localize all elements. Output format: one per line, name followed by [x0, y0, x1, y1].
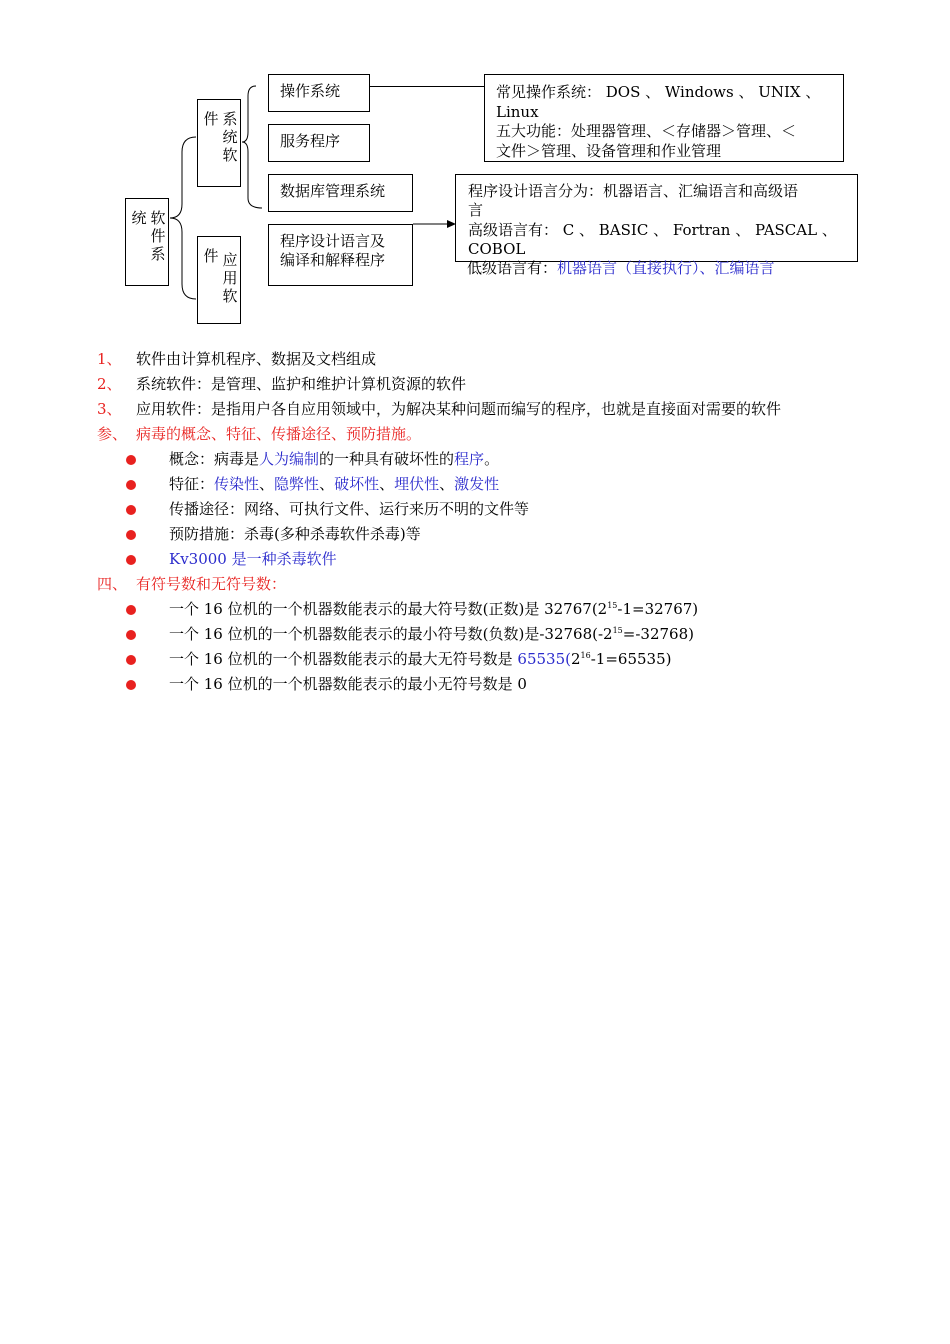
item-number: 3、	[97, 400, 122, 418]
bullet-icon	[126, 630, 136, 640]
language-label-line2: 编译和解释程序	[280, 251, 386, 269]
feature-5: 激发性	[454, 475, 500, 493]
concept-b: 人为编制	[259, 450, 320, 468]
bullet-icon	[126, 505, 136, 515]
os-note-line4: 文件＞管理、设备管理和作业管理	[496, 142, 722, 160]
bullet-text: 传播途径：网络、可执行文件、运行来历不明的文件等	[169, 500, 530, 518]
language-note-line4: COBOL	[468, 240, 526, 258]
concept-d: 程序	[454, 450, 485, 468]
service-box	[268, 124, 370, 162]
bullet-icon	[126, 455, 136, 465]
low-level-label: 低级语言有：	[467, 259, 558, 277]
language-note-line2: 言	[468, 201, 484, 219]
bullet-text	[169, 472, 499, 497]
bullet-text	[169, 622, 694, 647]
dbms-box	[268, 174, 413, 212]
feature-1: 传染性	[214, 475, 260, 493]
feature-label: 特征：	[169, 475, 215, 493]
os-box	[268, 74, 370, 112]
item-text: 软件由计算机程序、数据及文档组成	[136, 350, 377, 368]
section-number: 参、	[97, 425, 128, 443]
b1-pre: 一个 16 位机的一个机器数能表示的最大符号数(正数)是 32767(2	[169, 600, 608, 618]
b3-exponent: 16	[580, 651, 591, 660]
b3-pre: 一个 16 位机的一个机器数能表示的最大无符号数是	[169, 650, 518, 668]
language-note-line1: 程序设计语言分为：机器语言、汇编语言和高级语	[468, 182, 799, 200]
root-col1: 统	[131, 209, 147, 227]
b3-highlight: 65535(	[517, 650, 571, 668]
section-heading: 病毒的概念、特征、传播途径、预防措施。	[136, 425, 422, 443]
low-level-languages: 机器语言（直接执行）、汇编语言	[557, 259, 775, 277]
system-software-col1: 件	[203, 110, 219, 128]
os-note-line2: Linux	[496, 103, 539, 121]
application-software-col2: 应用软	[222, 251, 238, 305]
b2-pre: 一个 16 位机的一个机器数能表示的最小符号数(负数)是-32768(-2	[169, 625, 613, 643]
section-heading: 有符号数和无符号数：	[136, 575, 287, 593]
system-software-col2: 系统软	[222, 110, 238, 164]
language-arrow	[413, 218, 458, 230]
feature-sep: 、	[439, 475, 455, 493]
application-software-box	[197, 236, 241, 324]
b1-post: -1=32767)	[617, 600, 699, 618]
b2-post: =-32768)	[622, 625, 694, 643]
feature-sep: 、	[259, 475, 275, 493]
bullet-text	[169, 647, 671, 672]
language-note-box	[455, 174, 858, 262]
feature-4: 埋伏性	[394, 475, 440, 493]
bullet-icon	[126, 655, 136, 665]
concept-a: 概念：病毒是	[169, 450, 260, 468]
bullet-icon	[126, 480, 136, 490]
concept-e: 。	[484, 450, 500, 468]
os-note-line3: 五大功能：处理器管理、＜存储器＞管理、＜	[496, 122, 797, 140]
item-text: 系统软件：是管理、监护和维护计算机资源的软件	[136, 375, 467, 393]
language-note-line3: 高级语言有： C 、 BASIC 、 Fortran 、 PASCAL 、	[468, 221, 837, 239]
root-brace	[168, 134, 200, 302]
feature-2: 隐弊性	[274, 475, 320, 493]
bullet-icon	[126, 680, 136, 690]
os-connector	[370, 86, 485, 87]
bullet-icon	[126, 605, 136, 615]
bullet-text	[169, 597, 698, 622]
feature-3: 破坏性	[334, 475, 380, 493]
service-label: 服务程序	[280, 132, 341, 150]
b2-exponent: 15	[612, 626, 623, 635]
b3-base: 2	[570, 650, 581, 668]
section-number: 四、	[97, 575, 128, 593]
os-label: 操作系统	[280, 82, 341, 100]
os-note-box	[484, 74, 844, 162]
b3-post: -1=65535)	[590, 650, 672, 668]
root-col2: 软件系	[150, 209, 166, 263]
b1-exponent: 15	[607, 601, 618, 610]
application-software-col1: 件	[203, 247, 219, 265]
system-software-box	[197, 99, 241, 187]
language-note-line5	[467, 259, 775, 278]
language-box	[268, 224, 413, 286]
bullet-text: Kv3000 是一种杀毒软件	[169, 550, 337, 568]
feature-sep: 、	[379, 475, 395, 493]
dbms-label: 数据库管理系统	[280, 182, 386, 200]
bullet-text: 一个 16 位机的一个机器数能表示的最小无符号数是 0	[169, 675, 527, 693]
os-note-line1: 常见操作系统： DOS 、 Windows 、 UNIX 、	[496, 83, 821, 101]
item-number: 1、	[97, 350, 122, 368]
bullet-text	[169, 447, 499, 472]
item-text: 应用软件：是指用户各自应用领域中，为解决某种问题而编写的程序，也就是直接面对需要的软件	[136, 400, 782, 418]
bullet-text: 预防措施：杀毒(多种杀毒软件杀毒)等	[169, 525, 421, 543]
bullet-icon	[126, 555, 136, 565]
system-software-brace	[240, 84, 270, 212]
bullet-icon	[126, 530, 136, 540]
feature-sep: 、	[319, 475, 335, 493]
concept-c: 的一种具有破坏性的	[319, 450, 455, 468]
item-number: 2、	[97, 375, 122, 393]
root-box-software-system	[125, 198, 169, 286]
language-label-line1: 程序设计语言及	[280, 232, 386, 250]
